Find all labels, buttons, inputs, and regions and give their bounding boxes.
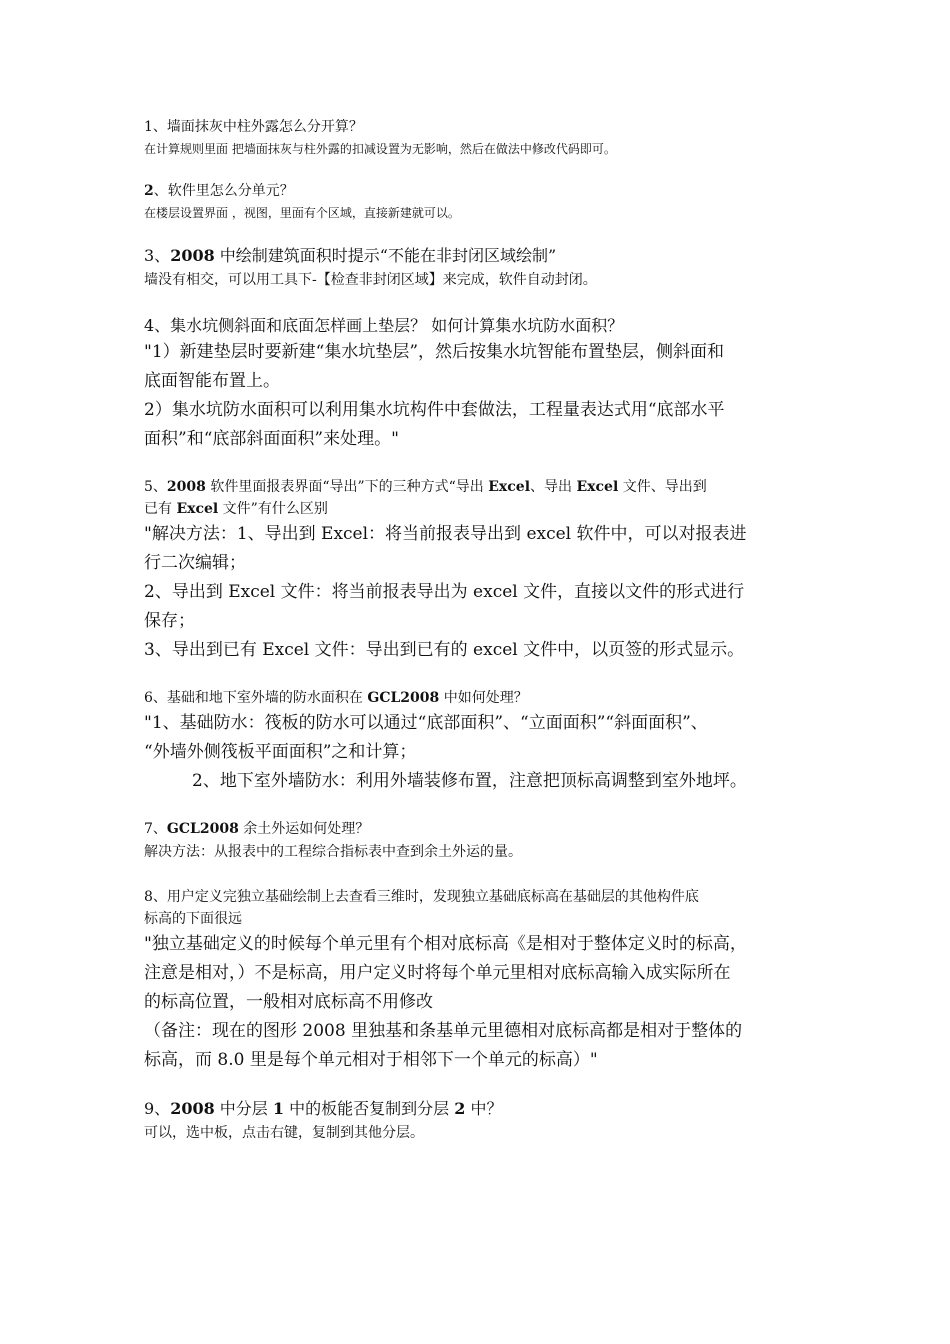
question-3: 3、2008 中绘制建筑面积时提示“不能在非封闭区域绘制” [144,246,557,265]
faq-item-3 [144,244,812,292]
answer-5-line-5: 3、导出到已有 Excel 文件：导出到已有的 excel 文件中，以页签的形式显示。 [144,640,745,660]
faq-item-6 [144,687,812,796]
answer-5-line-2: 行二次编辑； [144,553,246,573]
question-4: 4、集水坑侧斜面和底面怎样画上垫层？ 如何计算集水坑防水面积？ [144,316,624,335]
question-2: 2、软件里怎么分单元？ [144,183,294,199]
answer-4-line-3: 2）集水坑防水面积可以利用集水坑构件中套做法，工程量表达式用“底部水平 [144,400,725,420]
answer-5-line-1: "解决方法：1、导出到 Excel：将当前报表导出到 excel 软件中，可以对报表进 [144,524,747,544]
answer-5-line-4: 保存； [144,611,195,631]
answer-8-line-1: "独立基础定义的时候每个单元里有个相对底标高《是相对于整体定义时的标高， [144,934,747,954]
question-5-line-2: 已有 Excel 文件”有什么区别 [144,501,328,517]
faq-item-2 [144,180,812,224]
answer-8-line-3: 的标高位置，一般相对底标高不用修改 [144,992,433,1012]
answer-6-line-2: “外墙外侧筏板平面面积”之和计算； [144,742,417,762]
answer-3-line-1: 墙没有相交，可以用工具下-【检查非封闭区域】来完成，软件自动封闭。 [144,272,597,288]
answer-4-line-1: "1）新建垫层时要新建“集水坑垫层”，然后按集水坑智能布置垫层，侧斜面和 [144,342,725,362]
faq-item-8 [144,886,812,1075]
answer-8-line-4: （备注：现在的图形 2008 里独基和条基单元里德相对底标高都是相对于整体的 [144,1021,743,1041]
question-9: 9、2008 中分层 1 中的板能否复制到分层 2 中？ [144,1099,503,1118]
question-6: 6、基础和地下室外墙的防水面积在 GCL2008 中如何处理？ [144,690,528,706]
answer-8-line-5: 标高，而 8.0 里是每个单元相对于相邻下一个单元的标高）" [144,1050,598,1070]
answer-1-line-1: 在计算规则里面 把墙面抹灰与柱外露的扣减设置为无影响，然后在做法中修改代码即可。 [144,142,616,156]
answer-4-line-2: 底面智能布置上。 [144,371,280,391]
answer-8-line-2: 注意是相对，）不是标高，用户定义时将每个单元里相对底标高输入成实际所在 [144,963,731,983]
question-1: 1、墙面抹灰中柱外露怎么分开算？ [144,119,363,135]
question-8-line-1: 8、用户定义完独立基础绘制上去查看三维时，发现独立基础底标高在基础层的其他构件底 [144,889,699,905]
answer-6-line-3: 2、地下室外墙防水：利用外墙装修布置，注意把顶标高调整到室外地坪。 [192,771,747,791]
answer-5-line-3: 2、导出到 Excel 文件：将当前报表导出为 excel 文件，直接以文件的形式进行 [144,582,745,602]
question-7: 7、GCL2008 余土外运如何处理？ [144,821,370,837]
answer-2-line-1: 在楼层设置界面 ，视图，里面有个区域，直接新建就可以。 [144,206,460,220]
faq-item-9 [144,1097,812,1145]
question-5-line-1: 5、2008 软件里面报表界面“导出”下的三种方式“导出 Excel、导出 Excel 文件、导出到 [144,479,707,495]
faq-item-4 [144,314,812,454]
document-page [144,116,812,1145]
question-8-line-2: 标高的下面很远 [144,911,242,927]
answer-4-line-4: 面积”和“底部斜面面积”来处理。" [144,429,399,449]
faq-item-5 [144,476,812,665]
answer-6-line-1: "1、基础防水：筏板的防水可以通过“底部面积”、“立面面积”“斜面面积”、 [144,713,708,733]
faq-item-7 [144,818,812,864]
answer-9-line-1: 可以，选中板，点击右键，复制到其他分层。 [144,1125,424,1141]
faq-item-1 [144,116,812,160]
answer-7-line-1: 解决方法：从报表中的工程综合指标表中查到余土外运的量。 [144,844,522,860]
